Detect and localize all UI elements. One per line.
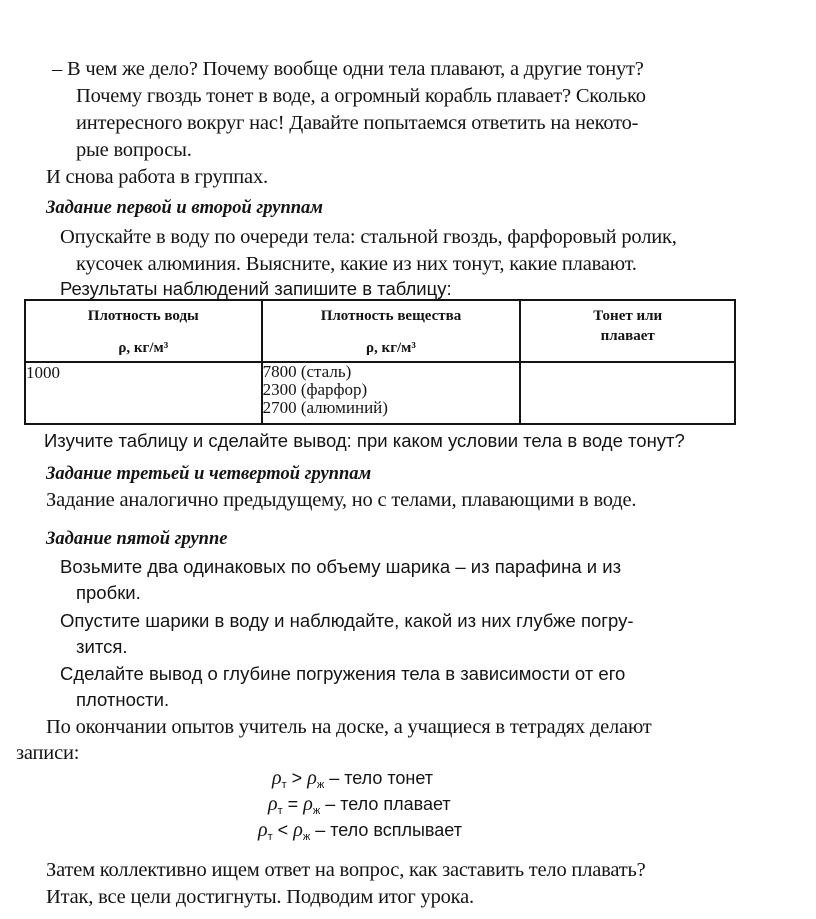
substance-steel: 7800 (сталь) [262, 362, 352, 381]
header-water-density-unit: ρ, кг/м³ [118, 340, 169, 356]
formula-sinks-text: – тело тонет [329, 768, 434, 788]
closing-line-2: Итак, все цели достигнуты. Подводим итог урока. [46, 886, 474, 908]
substance-aluminium: 2700 (алюминий) [262, 398, 388, 417]
table-row [25, 362, 735, 424]
formula-sinks-op: > [291, 768, 303, 788]
formula-floats-op: = [287, 794, 299, 814]
task12-line-3: Результаты наблюдений запишите в таблицу: [60, 278, 452, 299]
dialogue-line-2: Почему гвоздь тонет в воде, а огромный корабль плавает? Сколько [76, 85, 646, 107]
header-substance-density-title: Плотность вещества [320, 308, 462, 324]
closing-line-1: Затем коллективно ищем ответ на вопрос, как заставить тело плавать? [46, 859, 646, 881]
task5-p1-line-2: пробки. [76, 582, 141, 603]
task12-heading: Задание первой и второй группам [46, 198, 323, 218]
task34-text: Задание аналогично предыдущему, но с телами, плавающими в воде. [46, 489, 637, 511]
header-substance-density-unit: ρ, кг/м³ [366, 340, 416, 356]
header-water-density-title: Плотность воды [87, 308, 199, 324]
formula-surfaces-lhs-sub: т [267, 831, 273, 843]
table-header-row [25, 300, 735, 362]
formula-surfaces-op: < [277, 820, 289, 840]
formula-sinks-lhs: ρ [272, 767, 282, 789]
header-sinks-or-floats-line1: Тонет или [593, 308, 663, 324]
again-groups-text: И снова работа в группах. [46, 166, 268, 188]
cell-substance-density [262, 362, 521, 424]
formula-sinks-rhs: ρ [307, 767, 317, 789]
records-line-2: записи: [16, 742, 80, 764]
task12-line-1: Опускайте в воду по очереди тела: стальной гвоздь, фарфоровый ролик, [60, 226, 677, 248]
formula-floats-lhs: ρ [268, 793, 278, 815]
formula-floats-text: – тело плавает [325, 794, 451, 814]
header-water-density [25, 300, 262, 362]
formula-surfaces-rhs: ρ [293, 819, 303, 841]
formula-sinks-lhs-sub: т [281, 779, 287, 791]
after-table-text: Изучите таблицу и сделайте вывод: при каком условии тела в воде тонут? [44, 430, 685, 451]
task5-p3-line-1: Сделайте вывод о глубине погружения тела в зависимости от его [60, 663, 626, 684]
formula-floats-lhs-sub: т [277, 805, 283, 817]
task5-p3-line-2: плотности. [76, 689, 170, 710]
task5-heading: Задание пятой группе [46, 529, 228, 549]
dialogue-line-1: – В чем же дело? Почему вообще одни тела плавают, а другие тонут? [52, 58, 644, 80]
task5-p2-line-1: Опустите шарики в воду и наблюдайте, какой из них глубже погру- [60, 610, 634, 631]
header-sinks-or-floats [520, 300, 735, 362]
cell-water-density: 1000 [25, 362, 262, 424]
formula-surfaces-rhs-sub: ж [302, 831, 311, 843]
dialogue-line-4: рые вопросы. [76, 139, 192, 161]
formula-surfaces-lhs: ρ [258, 819, 268, 841]
substance-porcelain: 2300 (фарфор) [262, 380, 368, 399]
task12-line-2: кусочек алюминия. Выясните, какие из них тонут, какие плавают. [76, 253, 637, 275]
dialogue-line-3: интересного вокруг нас! Давайте попытаемся ответить на некото- [76, 112, 639, 134]
formula-surfaces-text: – тело всплывает [315, 820, 462, 840]
formula-floats-rhs-sub: ж [312, 805, 321, 817]
formula-floats-rhs: ρ [303, 793, 313, 815]
records-line-1: По окончании опытов учитель на доске, а учащиеся в тетрадях делают [46, 716, 652, 738]
task34-heading: Задание третьей и четвертой группам [46, 464, 372, 484]
header-sinks-or-floats-line2: плавает [600, 328, 655, 344]
task5-p2-line-2: зится. [76, 636, 128, 657]
observations-table [24, 299, 736, 425]
header-substance-density [262, 300, 521, 362]
formula-surfaces [258, 818, 462, 849]
formula-sinks-rhs-sub: ж [316, 779, 325, 791]
task5-p1-line-1: Возьмите два одинаковых по объему шарика – из парафина и из [60, 556, 622, 577]
cell-result [520, 362, 735, 424]
